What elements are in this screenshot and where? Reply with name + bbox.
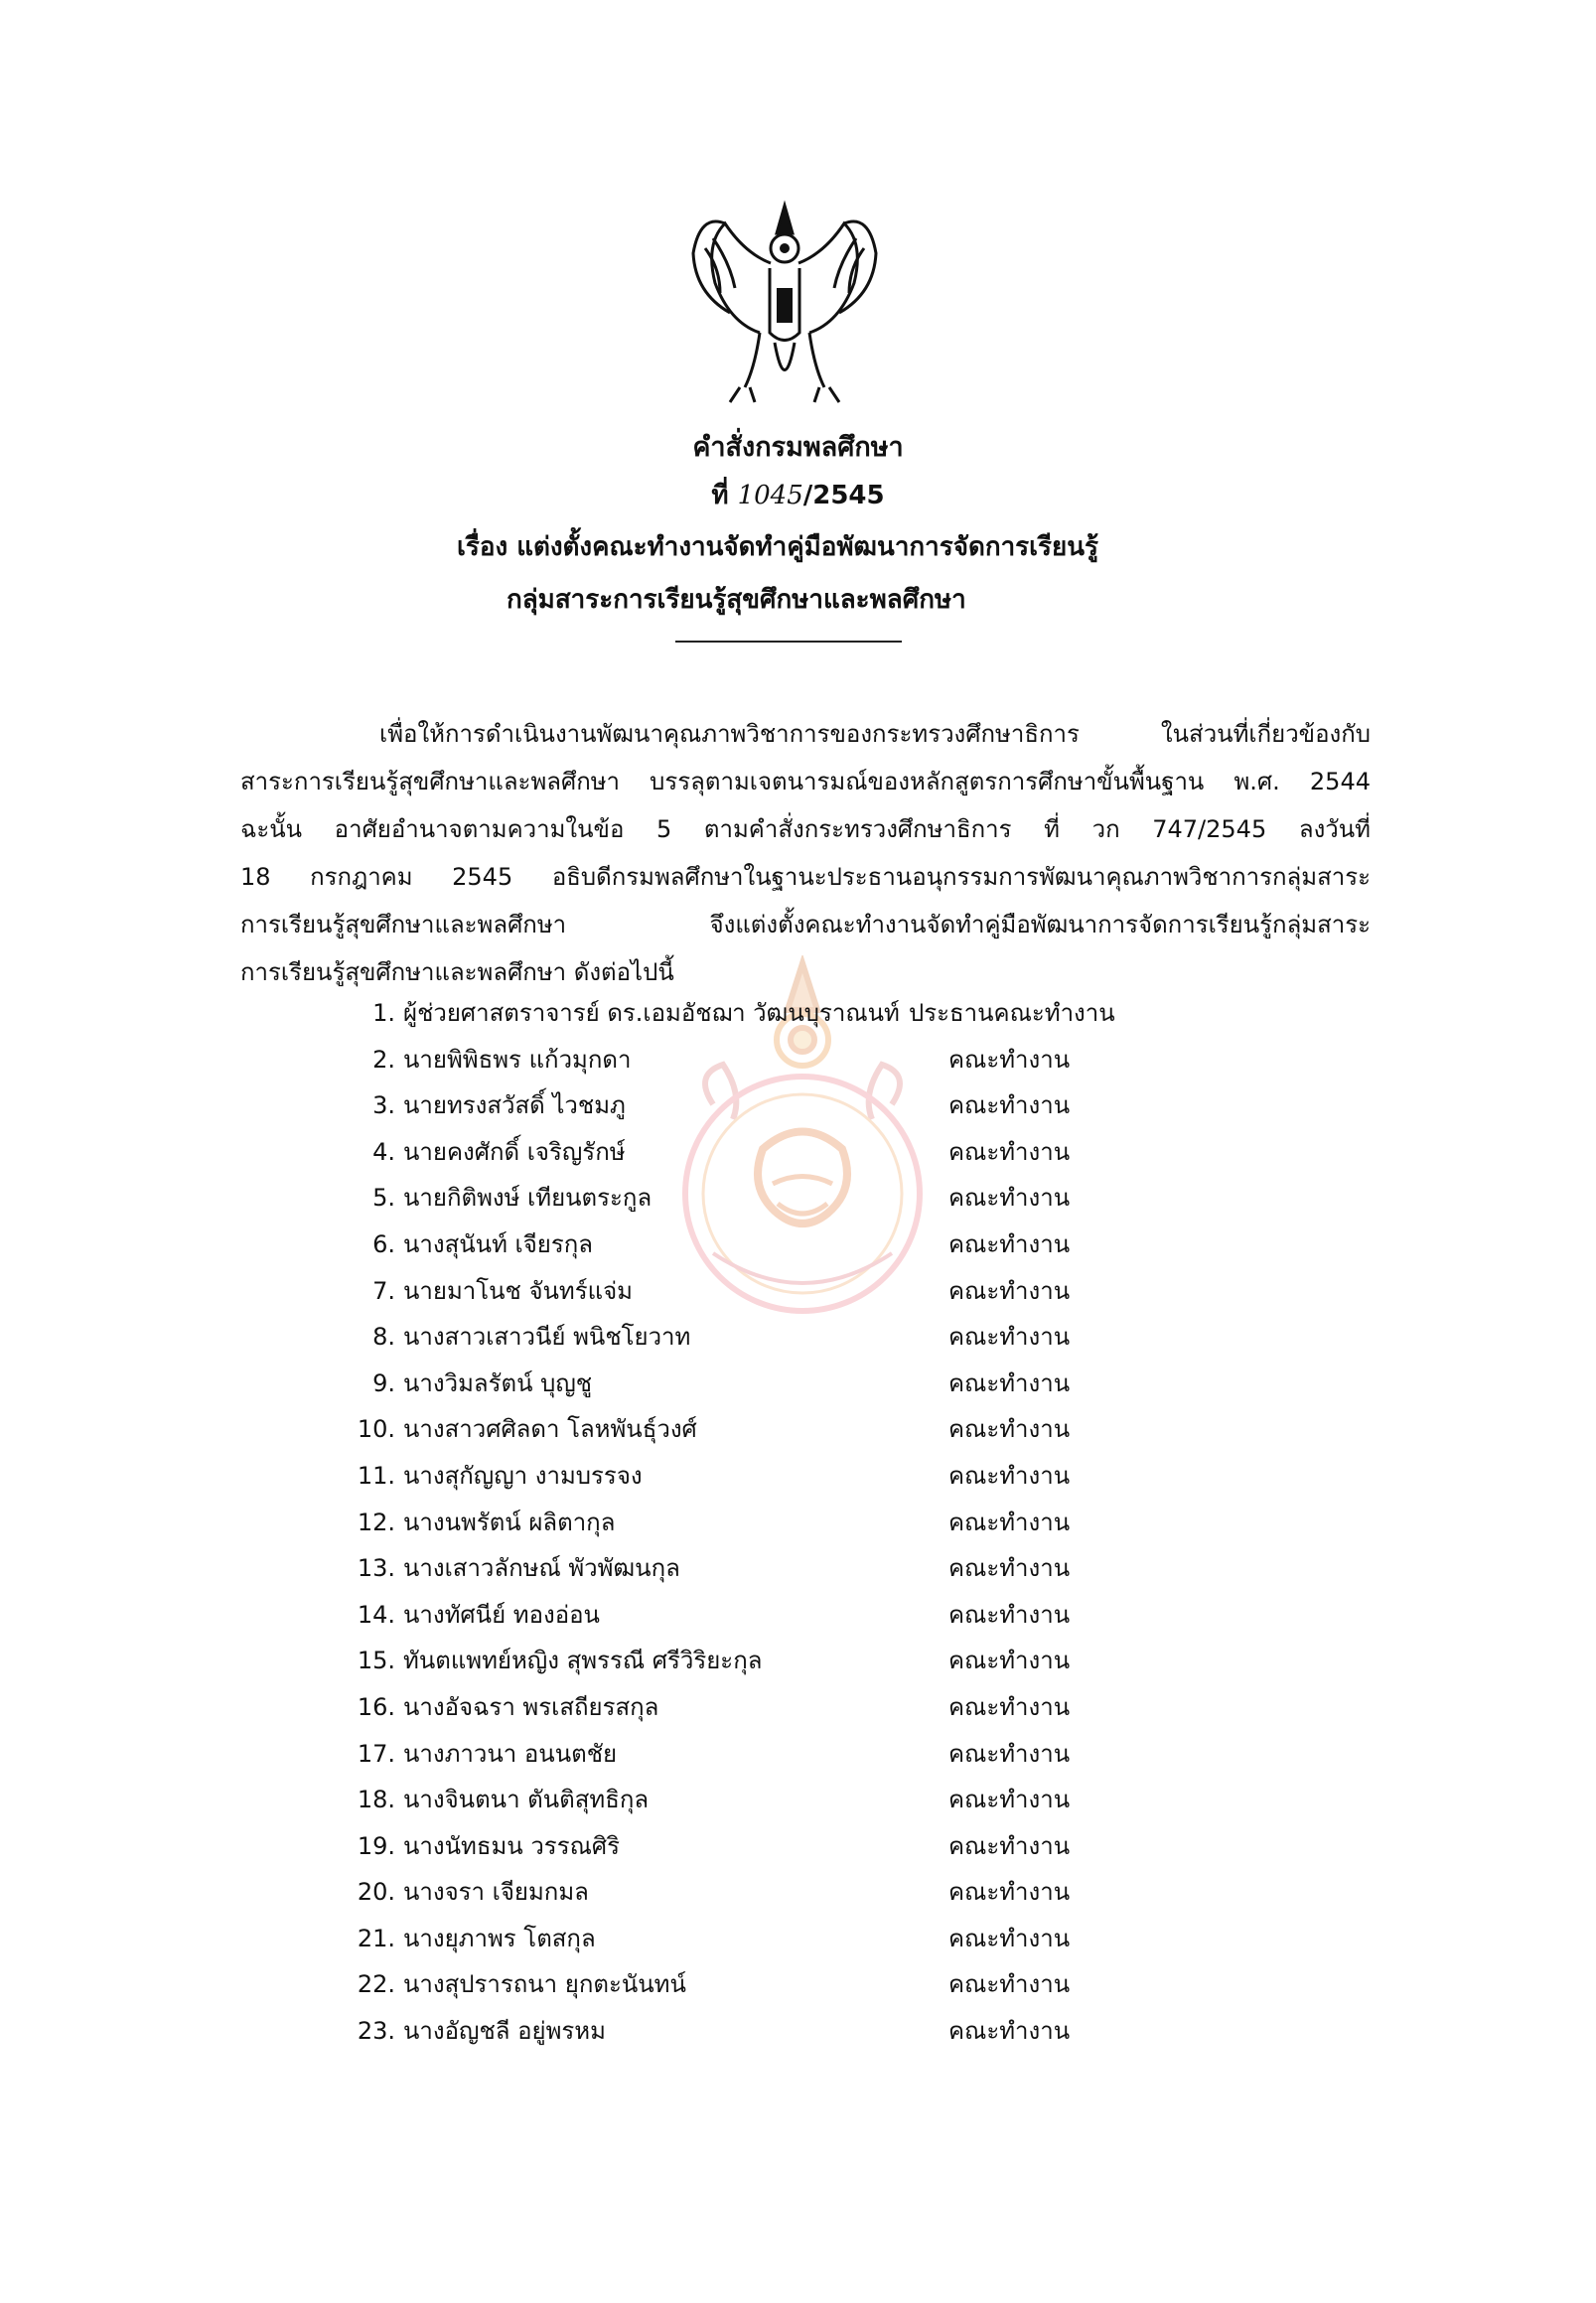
- member-row: [356, 1129, 1249, 1176]
- member-row: [356, 1037, 1249, 1083]
- member-number: 17.: [357, 1739, 395, 1768]
- member-name: นายทรงสวัสดิ์ ไวชมภู: [403, 1091, 626, 1120]
- member-name: นางสาวศศิลดา โลหพันธุ์วงศ์: [403, 1415, 697, 1444]
- member-name: ผู้ช่วยศาสตราจารย์ ดร.เอมอัชฌา วัฒนบุราณนท์: [403, 999, 900, 1027]
- member-role: คณะทำงาน: [948, 1184, 1071, 1213]
- member-role: คณะทำงาน: [948, 2017, 1071, 2046]
- order-number-suffix: /2545: [802, 481, 885, 510]
- member-role: คณะทำงาน: [948, 1229, 1071, 1258]
- member-number: 15.: [357, 1647, 395, 1675]
- member-row: [356, 1453, 1249, 1500]
- member-row: [356, 1592, 1249, 1639]
- member-role: คณะทำงาน: [948, 1508, 1071, 1536]
- member-row: [356, 1500, 1249, 1546]
- member-row: [356, 2008, 1249, 2055]
- member-role: ประธานคณะทำงาน: [909, 999, 1115, 1027]
- order-body: [240, 710, 1371, 996]
- member-number: 1.: [372, 999, 395, 1027]
- member-role: คณะทำงาน: [948, 1831, 1071, 1860]
- member-role: คณะทำงาน: [948, 1137, 1071, 1166]
- order-number-prefix: ที่: [711, 481, 729, 510]
- order-title: คำสั่งกรมพลศึกษา: [692, 432, 904, 463]
- member-role: คณะทำงาน: [948, 1461, 1071, 1490]
- member-list: [356, 990, 1249, 2055]
- member-number: 8.: [372, 1323, 395, 1352]
- member-role: คณะทำงาน: [948, 1045, 1071, 1074]
- member-number: 19.: [357, 1831, 395, 1860]
- header-divider: [675, 641, 902, 643]
- member-name: นางเสาวลักษณ์ พัวพัฒนกุล: [403, 1554, 680, 1583]
- member-number: 22.: [357, 1970, 395, 1999]
- member-name: นางสุนันท์ เจียรกุล: [403, 1229, 593, 1258]
- order-number-handwritten: 1045: [737, 481, 803, 510]
- body-line: สาระการเรียนรู้สุขศึกษาและพลศึกษา บรรลุตามเจตนารมณ์ของหลักสูตรการศึกษาขั้นพื้นฐาน พ.ศ. 2544: [240, 768, 1371, 795]
- member-number: 20.: [357, 1878, 395, 1907]
- member-name: นางภาวนา อนนตชัย: [403, 1739, 618, 1768]
- member-name: นางนัทธมน วรรณศิริ: [403, 1831, 620, 1860]
- member-name: นางสาวเสาวนีย์ พนิชโยวาท: [403, 1323, 691, 1352]
- member-name: นางอัญชลี อยู่พรหม: [403, 2017, 606, 2046]
- member-number: 4.: [372, 1137, 395, 1166]
- member-name: นางจรา เจียมกมล: [403, 1878, 589, 1907]
- member-name: นางสุกัญญา งามบรรจง: [403, 1461, 643, 1490]
- member-number: 7.: [372, 1276, 395, 1305]
- member-row: [356, 1777, 1249, 1823]
- member-name: นายคงศักดิ์ เจริญรักษ์: [403, 1137, 626, 1166]
- member-number: 5.: [372, 1184, 395, 1213]
- member-name: นางทัศนีย์ ทองอ่อน: [403, 1600, 600, 1629]
- member-number: 13.: [357, 1554, 395, 1583]
- member-role: คณะทำงาน: [948, 1786, 1071, 1814]
- member-name: นายกิติพงษ์ เทียนตระกูล: [403, 1184, 653, 1213]
- member-name: นางวิมลรัตน์ บุญชู: [403, 1368, 593, 1397]
- order-number: [0, 475, 1596, 515]
- member-number: 23.: [357, 2017, 395, 2046]
- member-role: คณะทำงาน: [948, 1739, 1071, 1768]
- member-number: 6.: [372, 1229, 395, 1258]
- member-number: 16.: [357, 1692, 395, 1721]
- member-row: [356, 1916, 1249, 1962]
- member-name: นางจินตนา ตันติสุทธิกุล: [403, 1786, 650, 1814]
- member-name: นางอัจฉรา พรเสถียรสกุล: [403, 1692, 659, 1721]
- body-line: การเรียนรู้สุขศึกษาและพลศึกษา ดังต่อไปนี้: [240, 958, 674, 986]
- member-number: 3.: [372, 1091, 395, 1120]
- member-number: 21.: [357, 1924, 395, 1952]
- member-number: 2.: [372, 1045, 395, 1074]
- member-role: คณะทำงาน: [948, 1323, 1071, 1352]
- member-row: [356, 1361, 1249, 1407]
- member-role: คณะทำงาน: [948, 1600, 1071, 1629]
- member-row: [356, 1406, 1249, 1453]
- member-number: 14.: [357, 1600, 395, 1629]
- member-row: [356, 1545, 1249, 1592]
- member-row: [356, 1869, 1249, 1916]
- body-line: ฉะนั้น อาศัยอำนาจตามความในข้อ 5 ตามคำสั่งกระทรวงศึกษาธิการ ที่ วก 747/2545 ลงวันที่: [240, 815, 1371, 843]
- member-row: [356, 1684, 1249, 1731]
- body-line: เพื่อให้การดำเนินงานพัฒนาคุณภาพวิชาการของกระทรวงศึกษาธิการ ในส่วนที่เกี่ยวข้องกับ: [379, 720, 1371, 748]
- body-line: การเรียนรู้สุขศึกษาและพลศึกษา จึงแต่งตั้งคณะทำงานจัดทำคู่มือพัฒนาการจัดการเรียนรู้กลุ่มสาระ: [240, 911, 1371, 938]
- member-row: [356, 1638, 1249, 1684]
- member-row: [356, 1314, 1249, 1361]
- member-role: คณะทำงาน: [948, 1878, 1071, 1907]
- member-role: คณะทำงาน: [948, 1091, 1071, 1120]
- garuda-emblem-icon: [685, 194, 884, 407]
- member-role: คณะทำงาน: [948, 1554, 1071, 1583]
- member-row: [356, 1222, 1249, 1268]
- member-row: [356, 1961, 1249, 2008]
- member-role: คณะทำงาน: [948, 1692, 1071, 1721]
- member-role: คณะทำงาน: [948, 1276, 1071, 1305]
- member-role: คณะทำงาน: [948, 1415, 1071, 1444]
- member-number: 18.: [357, 1786, 395, 1814]
- member-role: คณะทำงาน: [948, 1970, 1071, 1999]
- member-name: นางยุภาพร โตสกุล: [403, 1924, 596, 1952]
- member-number: 12.: [357, 1508, 395, 1536]
- member-name: นายมาโนช จันทร์แจ่ม: [403, 1276, 633, 1305]
- member-name: นางนพรัตน์ ผลิตากุล: [403, 1508, 616, 1536]
- member-row: [356, 1268, 1249, 1315]
- member-name: นางสุปรารถนา ยุกตะนันทน์: [403, 1970, 686, 1999]
- member-row: [356, 1731, 1249, 1778]
- order-subject-line2: กลุ่มสาระการเรียนรู้สุขศึกษาและพลศึกษา: [507, 585, 966, 615]
- order-subject-line1: เรื่อง แต่งตั้งคณะทำงานจัดทำคู่มือพัฒนาการจัดการเรียนรู้: [457, 532, 1098, 562]
- member-row: [356, 990, 1249, 1037]
- member-row: [356, 1175, 1249, 1222]
- body-line: 18 กรกฎาคม 2545 อธิบดีกรมพลศึกษาในฐานะประธานอนุกรรมการพัฒนาคุณภาพวิชาการกลุ่มสาระ: [240, 863, 1371, 891]
- member-number: 10.: [357, 1415, 395, 1444]
- member-number: 11.: [357, 1461, 395, 1490]
- member-role: คณะทำงาน: [948, 1647, 1071, 1675]
- member-role: คณะทำงาน: [948, 1924, 1071, 1952]
- member-role: คณะทำงาน: [948, 1368, 1071, 1397]
- member-row: [356, 1823, 1249, 1870]
- member-row: [356, 1082, 1249, 1129]
- member-name: ทันตแพทย์หญิง สุพรรณี ศรีวิริยะกุล: [403, 1647, 763, 1675]
- member-number: 9.: [372, 1368, 395, 1397]
- member-name: นายพิพิธพร แก้วมุกดา: [403, 1045, 632, 1074]
